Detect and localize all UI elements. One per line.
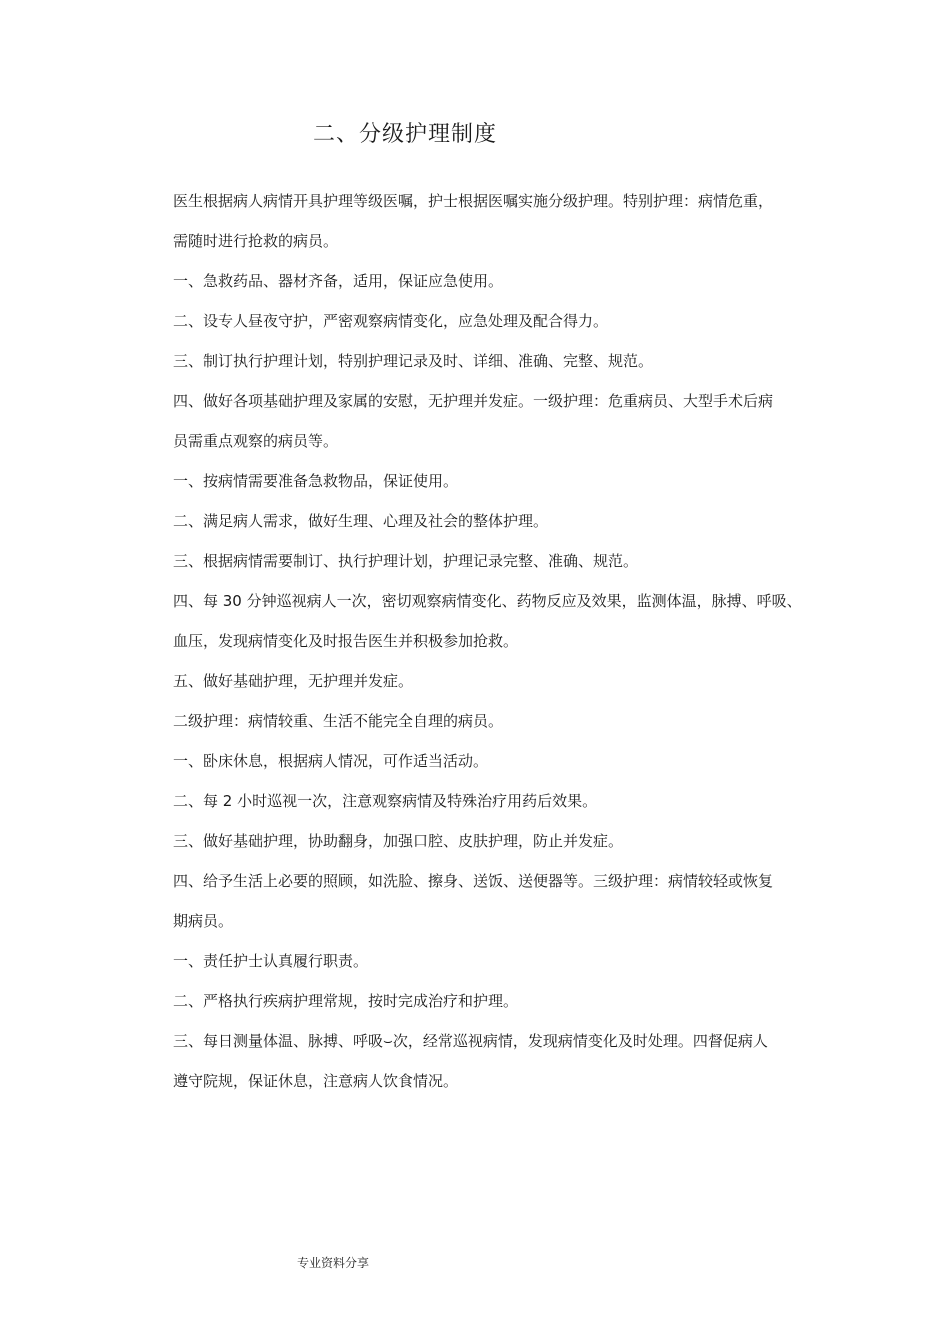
text-line: 二级护理：病情较重、生活不能完全自理的病员。 [173, 712, 504, 730]
text-line: 医生根据病人病情开具护理等级医嘱，护士根据医嘱实施分级护理。特别护理：病情危重， [173, 192, 774, 210]
text-line: 二、设专人昼夜守护，严密观察病情变化，应急处理及配合得力。 [173, 312, 609, 330]
text-line: 遵守院规，保证休息，注意病人饮食情况。 [173, 1072, 459, 1090]
text-line: 二、满足病人需求，做好生理、心理及社会的整体护理。 [173, 512, 549, 530]
text-line: 五、做好基础护理，无护理并发症。 [173, 672, 414, 690]
text-line: 三、做好基础护理，协助翻身，加强口腔、皮肤护理，防止并发症。 [173, 832, 624, 850]
text-line: 一、卧床休息，根据病人情况，可作适当活动。 [173, 752, 489, 770]
page-title: 二、分级护理制度 [313, 122, 498, 147]
text-line: 三、根据病情需要制订、执行护理计划，护理记录完整、准确、规范。 [173, 552, 639, 570]
text-line: 血压，发现病情变化及时报告医生并积极参加抢救。 [173, 632, 519, 650]
text-line: 三、制订执行护理计划，特别护理记录及时、详细、准确、完整、规范。 [173, 352, 654, 370]
text-line: 二、每 2 小时巡视一次，注意观察病情及特殊治疗用药后效果。 [173, 792, 598, 810]
text-line: 需随时进行抢救的病员。 [173, 232, 339, 250]
text-line: 一、按病情需要准备急救物品，保证使用。 [173, 472, 459, 490]
text-line: 二、严格执行疾病护理常规，按时完成治疗和护理。 [173, 992, 519, 1010]
text-line: 四、给予生活上必要的照顾，如洗脸、擦身、送饭、送便器等。三级护理：病情较轻或恢复 [173, 872, 774, 890]
text-line: 四、做好各项基础护理及家属的安慰，无护理并发症。一级护理：危重病员、大型手术后病 [173, 392, 774, 410]
text-line: 员需重点观察的病员等。 [173, 432, 339, 450]
text-line: 一、急救药品、器材齐备，适用，保证应急使用。 [173, 272, 504, 290]
page-footer: 专业资料分享 [297, 1256, 370, 1270]
text-line: 三、每日测量体温、脉搏、呼吸⌣次，经常巡视病情，发现病情变化及时处理。四督促病人 [173, 1032, 768, 1050]
text-line: 期病员。 [173, 912, 234, 930]
text-line: 一、责任护士认真履行职责。 [173, 952, 369, 970]
text-line: 四、每 30 分钟巡视病人一次，密切观察病情变化、药物反应及效果，监测体温，脉搏、呼吸、 [173, 592, 802, 610]
